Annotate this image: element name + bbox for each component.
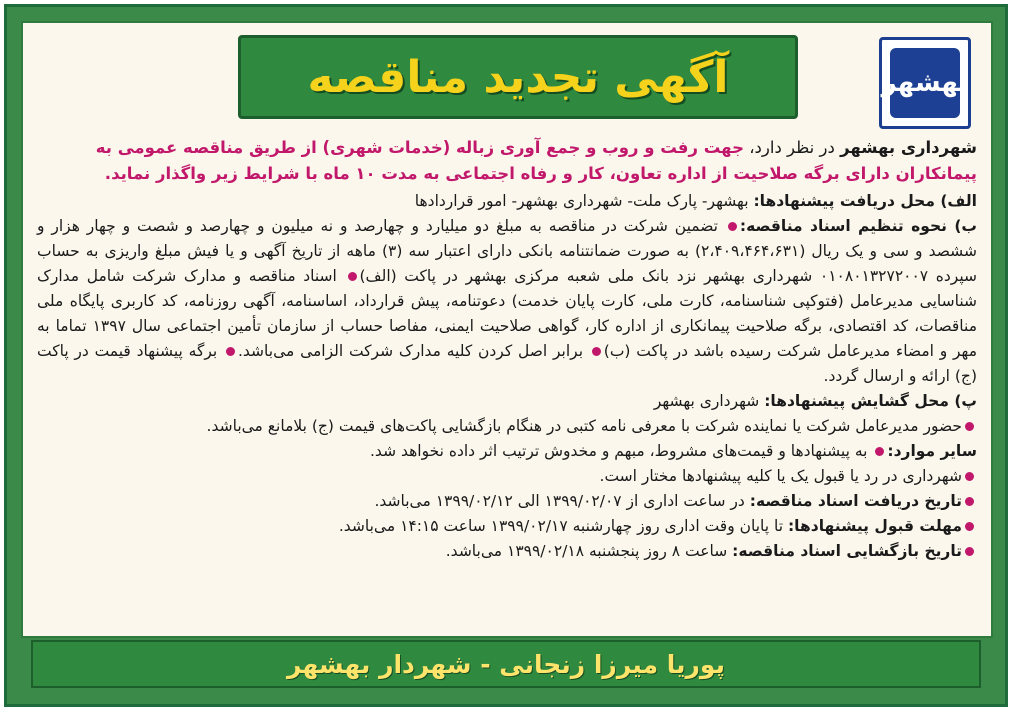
deadline-label: مهلت قبول پیشنهادها: bbox=[787, 517, 962, 535]
section-p-label: پ) محل گشایش پیشنهادها: bbox=[764, 392, 977, 410]
page-title: آگهی تجدید مناقصه bbox=[307, 51, 729, 103]
intro-lead: شهرداری بهشهر bbox=[840, 138, 977, 157]
other-label: سایر موارد: bbox=[887, 442, 977, 460]
section-p-text: شهرداری بهشهر bbox=[653, 392, 765, 410]
signature-bar bbox=[31, 640, 981, 688]
municipality-logo bbox=[879, 37, 971, 129]
notice-paper bbox=[21, 21, 993, 638]
deadline-line bbox=[37, 514, 977, 539]
intro-mid: در نظر دارد، bbox=[743, 138, 841, 157]
section-b-label: ب) نحوه تنظیم اسناد مناقصه: bbox=[739, 217, 977, 235]
other-item-text: شهرداری در رد یا قبول یک یا کلیه پیشنهادها مختار است. bbox=[599, 467, 962, 485]
receive-date-text: در ساعت اداری از ۱۳۹۹/۰۲/۰۷ الی ۱۳۹۹/۰۲/۱۲ می‌باشد. bbox=[374, 492, 750, 510]
receive-date-label: تاریخ دریافت اسناد مناقصه: bbox=[749, 492, 962, 510]
mayor-signature: پوریا میرزا زنجانی - شهردار بهشهر bbox=[286, 649, 725, 679]
bullet-icon bbox=[592, 347, 601, 356]
logo-mark: بهشهر bbox=[890, 48, 960, 118]
other-section bbox=[37, 439, 977, 464]
title-banner bbox=[238, 35, 798, 119]
deadline-text: تا پایان وقت اداری روز چهارشنبه ۱۳۹۹/۰۲/۱۷ ساعت ۱۴:۱۵ می‌باشد. bbox=[338, 517, 788, 535]
bullet-icon bbox=[348, 272, 357, 281]
section-a bbox=[37, 189, 977, 214]
notice-frame bbox=[4, 4, 1008, 707]
section-a-label: الف) محل دریافت پیشنهادها: bbox=[753, 192, 977, 210]
bullet-icon bbox=[965, 422, 974, 431]
section-p-item-text: حضور مدیرعامل شرکت یا نماینده شرکت با معرفی نامه کتبی در هنگام بازگشایی پاکت‌های قیمت (ج) بلامانع می‌باشد. bbox=[206, 417, 962, 435]
opening-date-line bbox=[37, 539, 977, 564]
section-a-text: بهشهر- پارک ملت- شهرداری بهشهر- امور قراردادها bbox=[414, 192, 754, 210]
bullet-icon bbox=[965, 522, 974, 531]
bullet-icon bbox=[728, 222, 737, 231]
bullet-icon bbox=[965, 547, 974, 556]
receive-date-line bbox=[37, 489, 977, 514]
section-b-text4: برگه پیشنهاد قیمت در پاکت (ج) ارائه و ارسال گردد. bbox=[37, 342, 977, 385]
intro-paragraph bbox=[37, 135, 977, 187]
opening-date-text: ساعت ۸ روز پنجشنبه ۱۳۹۹/۰۲/۱۸ می‌باشد. bbox=[445, 542, 733, 560]
section-b bbox=[37, 214, 977, 389]
bullet-icon bbox=[965, 472, 974, 481]
bullet-icon bbox=[965, 497, 974, 506]
section-b-text2: اسناد مناقصه و مدارک شرکت شامل مدارک شناسایی مدیرعامل (فتوکپی شناسنامه، کارت ملی، کارت پایان خدمت) دعوتنامه، پیش قرارداد، اساسنامه، آگهی روزنامه، کد کاربری پایگاه ملی مناقصات، کد اقتصادی، برگه صلاحیت پیمانکاری از اداره کار، گواهی صلاحیت ایمنی، مفاصا حساب از سازمان تأمین اجتماعی سال ۱۳۹۷ تماما به مهر و امضاء مدیرعامل شرکت رسیده باشد در پاکت (ب) bbox=[37, 267, 978, 360]
bullet-icon bbox=[226, 347, 235, 356]
opening-date-label: تاریخ بازگشایی اسناد مناقصه: bbox=[732, 542, 962, 560]
section-p bbox=[37, 389, 977, 414]
section-b-text3: برابر اصل کردن کلیه مدارک شرکت الزامی می‌باشد. bbox=[237, 342, 589, 360]
bullet-icon bbox=[875, 447, 884, 456]
intro-highlight: جهت رفت و روب و جمع آوری زباله (خدمات شهری) از طریق مناقصه عمومی به پیمانکاران دارای برگه صلاحیت از اداره تعاون، کار و رفاه اجتماعی به مدت ۱۰ ماه با شرایط زیر واگذار نماید. bbox=[95, 138, 977, 183]
section-p-item bbox=[37, 414, 977, 439]
section-b-text1: تضمین شرکت در مناقصه به مبلغ دو میلیارد و چهارصد و نه میلیون و چهارصد و شصت و چهار هزار و ششصد و سی و یک ریال (۲،۴۰۹،۴۶۴،۶۳۱) به صورت ضمانتنامه بانکی دارای اعتبار سه (۳) ماهه از تاریخ آگهی و یا فیش مبلغ واریزی به حساب سپرده ۰۱۰۸۰۱۳۲۷۲۰۰۷ شهرداری بهشهر نزد بانک ملی شعبه مرکزی بهشهر در پاکت (الف) bbox=[37, 217, 978, 285]
other-text: به پیشنهادها و قیمت‌های مشروط، مبهم و مخدوش ترتیب اثر داده نخواهد شد. bbox=[370, 442, 873, 460]
other-item bbox=[37, 464, 977, 489]
notice-body bbox=[37, 135, 977, 628]
